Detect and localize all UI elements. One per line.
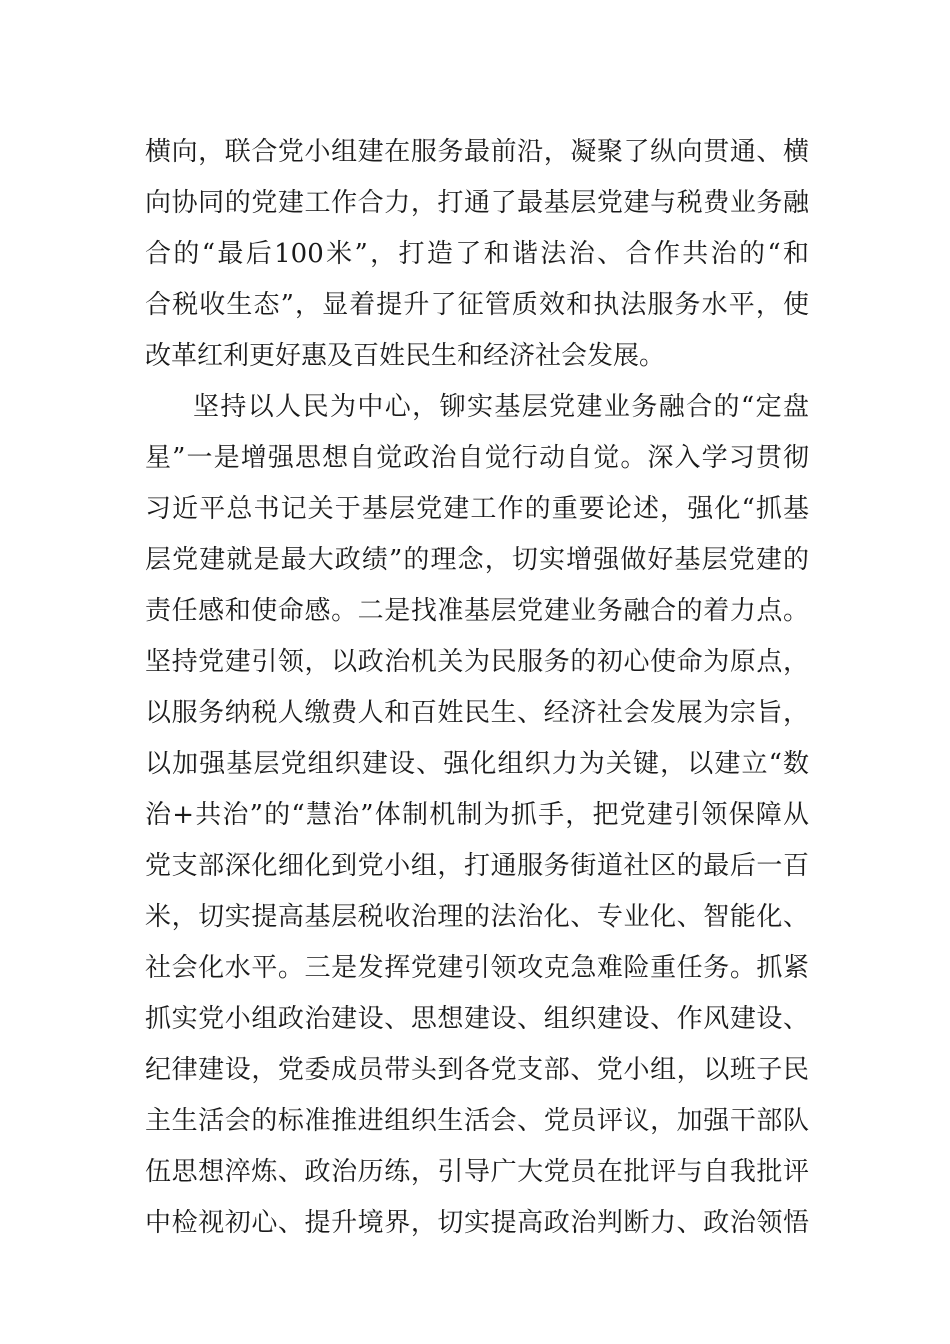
text-line: 习近平总书记关于基层党建工作的重要论述，强化“抓基 <box>145 494 809 524</box>
text-line-paragraph-end: 改革红利更好惠及百姓民生和经济社会发展。 <box>145 341 666 371</box>
text-line: 以加强基层党组织建设、强化组织力为关键，以建立“数 <box>145 749 809 779</box>
text-line: 层党建就是最大政绩”的理念，切实增强做好基层党建的 <box>145 545 809 575</box>
text-line: 责任感和使命感。二是找准基层党建业务融合的着力点。 <box>145 596 809 626</box>
text-line: 纪律建设，党委成员带头到各党支部、党小组，以班子民 <box>145 1055 809 1085</box>
text-line: 主生活会的标准推进组织生活会、党员评议，加强干部队 <box>145 1106 809 1136</box>
text-line-paragraph-start: 坚持以人民为中心，铆实基层党建业务融合的“定盘 <box>193 392 809 422</box>
text-line: 社会化水平。三是发挥党建引领攻克急难险重任务。抓紧 <box>145 953 809 983</box>
text-line: 合税收生态”，显着提升了征管质效和执法服务水平，使 <box>145 290 809 320</box>
text-line: 治+共治”的“慧治”体制机制为抓手，把党建引领保障从 <box>145 800 809 830</box>
text-line: 向协同的党建工作合力，打通了最基层党建与税费业务融 <box>145 188 809 218</box>
text-line: 横向，联合党小组建在服务最前沿，凝聚了纵向贯通、横 <box>145 137 809 167</box>
body-text <box>145 127 809 1249</box>
text-line: 以服务纳税人缴费人和百姓民生、经济社会发展为宗旨， <box>145 698 809 728</box>
text-line: 米，切实提高基层税收治理的法治化、专业化、智能化、 <box>145 902 809 932</box>
text-line: 坚持党建引领，以政治机关为民服务的初心使命为原点， <box>145 647 809 677</box>
text-line: 中检视初心、提升境界，切实提高政治判断力、政治领悟 <box>145 1208 809 1238</box>
text-line: 合的“最后100米”，打造了和谐法治、合作共治的“和 <box>145 239 809 269</box>
text-line: 星”一是增强思想自觉政治自觉行动自觉。深入学习贯彻 <box>145 443 809 473</box>
text-line: 伍思想淬炼、政治历练，引导广大党员在批评与自我批评 <box>145 1157 809 1187</box>
text-line: 抓实党小组政治建设、思想建设、组织建设、作风建设、 <box>145 1004 809 1034</box>
text-line: 党支部深化细化到党小组，打通服务街道社区的最后一百 <box>145 851 809 881</box>
